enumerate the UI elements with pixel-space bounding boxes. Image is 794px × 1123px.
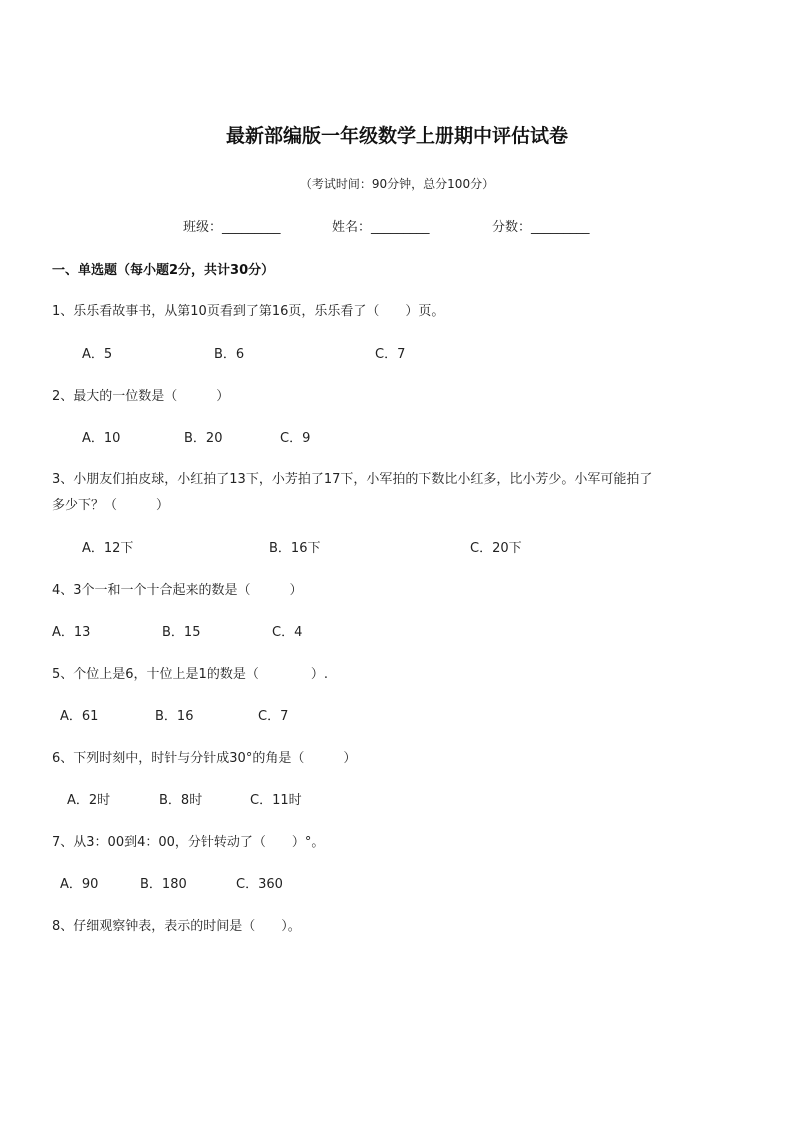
q7-option-c: C．360 <box>236 877 283 892</box>
score-field: 分数：_________ <box>492 220 590 235</box>
q6-option-a: A．2时 <box>67 793 111 808</box>
q5-option-a: A．61 <box>60 709 99 724</box>
section-heading: 一、单选题（每小题2分，共计30分） <box>52 263 275 278</box>
q4-option-b: B．15 <box>162 625 201 640</box>
q6-option-c: C．11时 <box>250 793 302 808</box>
question-7: 7、从3：00到4：00，分针转动了（ ）°。 <box>52 835 325 850</box>
q4-option-c: C．4 <box>272 625 303 640</box>
q5-option-c: C．7 <box>258 709 289 724</box>
exam-subtitle: （考试时间：90分钟，总分100分） <box>299 177 495 191</box>
q1-option-b: B．6 <box>214 347 245 362</box>
question-2: 2、最大的一位数是（ ） <box>52 389 230 404</box>
question-3-line-2: 多少下？（ ） <box>52 498 170 513</box>
q6-option-b: B．8时 <box>159 793 203 808</box>
q7-option-b: B．180 <box>140 877 187 892</box>
q4-option-a: A．13 <box>52 625 91 640</box>
q3-option-c: C．20下 <box>470 541 522 556</box>
q2-option-a: A．10 <box>82 431 121 446</box>
q7-option-a: A．90 <box>60 877 99 892</box>
q5-option-b: B．16 <box>155 709 194 724</box>
page-title: 最新部编版一年级数学上册期中评估试卷 <box>225 125 568 147</box>
question-1: 1、乐乐看故事书，从第10页看到了第16页，乐乐看了（ ）页。 <box>52 304 445 319</box>
question-5: 5、个位上是6，十位上是1的数是（ ）. <box>52 667 328 682</box>
q1-option-a: A．5 <box>82 347 113 362</box>
name-field: 姓名：_________ <box>332 220 430 235</box>
q2-option-c: C．9 <box>280 431 311 446</box>
q3-option-b: B．16下 <box>269 541 321 556</box>
question-6: 6、下列时刻中，时针与分针成30°的角是（ ） <box>52 751 357 766</box>
question-8: 8、仔细观察钟表，表示的时间是（ ）。 <box>52 919 301 934</box>
question-3-line-1: 3、小朋友们拍皮球，小红拍了13下，小芳拍了17下，小军拍的下数比小红多，比小芳少。小军可能拍了 <box>52 472 653 487</box>
q1-option-c: C．7 <box>375 347 406 362</box>
q2-option-b: B．20 <box>184 431 223 446</box>
q3-option-a: A．12下 <box>82 541 134 556</box>
question-4: 4、3个一和一个十合起来的数是（ ） <box>52 583 303 598</box>
class-field: 班级：_________ <box>183 220 281 235</box>
